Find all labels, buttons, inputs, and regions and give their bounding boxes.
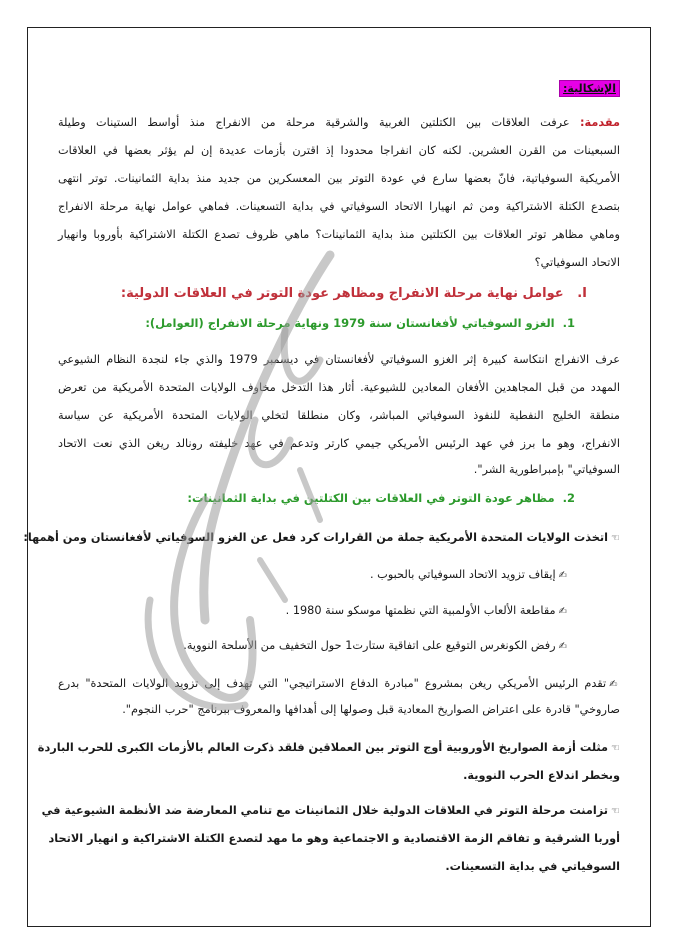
subheading-title: الغزو السوفياتي لأفغانستان سنة 1979 ونهاية مرحلة الانفراج (العوامل): xyxy=(145,316,555,330)
intro-line: الأمريكية السوفياتية، فانّ بعضها سارع في عودة التوتر بين المعسكرين من جديد منذ بداية الثمانينات. توتر انتهى xyxy=(58,172,620,185)
intro-line xyxy=(58,115,620,131)
pointing-hand-icon: ☜ xyxy=(611,533,620,544)
writing-hand-icon: ✍ xyxy=(558,606,567,617)
bullet-item xyxy=(37,740,620,757)
intro-line: السبعينات من القرن العشرين. لكنه كان انفراجا محدودا إذ اقترن بأزمات عديدة إن لم يؤثر بعضها في العلاقات xyxy=(58,144,620,157)
section-heading-1 xyxy=(121,286,587,301)
intro-text: عرفت العلاقات بين الكتلتين الغربية والشرقية مرحلة من الانفراج منذ أواسط الستينات وطيلة xyxy=(58,116,570,129)
bullet-item xyxy=(23,530,620,547)
subheading-number: 1. xyxy=(562,316,575,330)
bullet-item xyxy=(58,676,620,693)
page-title: الإشكالية: xyxy=(559,80,620,97)
writing-hand-icon: ✍ xyxy=(558,641,567,652)
para-line: السوفياتي" بإمبراطورية الشر". xyxy=(473,463,620,476)
bullet-text: اتخذت الولايات المتحدة الأمريكية جملة من القرارات كرد فعل عن الغزو السوفياتي لأفغانستان ومن أهمها: xyxy=(23,531,609,544)
writing-hand-icon: ✍ xyxy=(609,679,620,690)
pointing-hand-icon: ☜ xyxy=(611,743,620,754)
bullet-text: تزامنت مرحلة التوتر في العلاقات الدولية خلال الثمانينات مع تنامي المعارضة ضد الأنظمة الشيوعية في xyxy=(41,804,609,817)
pointing-hand-icon: ☜ xyxy=(611,806,620,817)
para-line: المهدد من قبل المجاهدين الأفغان المعادين للشيوعية. أثار هذا التدخل مخاوف الولايات المتحدة الأمريكية من تعرض xyxy=(58,381,620,394)
bullet-text: تقدم الرئيس الأمريكي ريغن بمشروع "مبادرة الدفاع الاستراتيجي" التي تهدف إلى تزويد الولايات المتحدة" بدرع xyxy=(58,677,607,690)
intro-line: وماهي مظاهر توتر العلاقات بين الكتلتين منذ بداية الثمانينات؟ ماهي ظروف تصدع الكتلة الاشتراكية بأوروبا وانهيار xyxy=(58,228,620,241)
bullet-line: أوربا الشرقية و تفاقم الزمة الاقتصادية و الاجتماعية وهو ما مهد لتصدع الكتلة الاشتراكية و انهيار الاتحاد xyxy=(48,832,620,845)
intro-line: الاتحاد السوفياتي؟ xyxy=(534,256,620,269)
bullet-line: وبخطر اندلاع الحرب النووية. xyxy=(463,769,620,782)
section-title: عوامل نهاية مرحلة الانفراج ومظاهر عودة التوتر في العلاقات الدولية: xyxy=(120,286,564,301)
para-line: عرف الانفراج انتكاسة كبيرة إثر الغزو السوفياتي لأفغانستان في ديسمبر 1979 والذي جاء لنجدة النظام الشيوعي xyxy=(58,353,620,366)
bullet-text: مقاطعة الألعاب الأولمبية التي نظمتها موسكو سنة 1980 . xyxy=(285,604,556,617)
bullet-item xyxy=(370,567,567,584)
writing-hand-icon: ✍ xyxy=(558,570,567,581)
subheading-number: 2. xyxy=(562,491,575,505)
para-line: منطقة الخليج النفطية للنفوذ السوفياتي المباشر، وكان منطلقا لتخلي الولايات المتحدة الأمريكية عن سياسة xyxy=(58,409,620,422)
subheading-1 xyxy=(145,316,575,330)
bullet-item xyxy=(183,638,567,655)
intro-line: بتصدع الكتلة الاشتراكية ومن ثم انهيارا الاتحاد السوفياتي في بداية التسعينات. فماهي عوامل نهاية مرحلة الانفراج xyxy=(58,200,620,213)
bullet-line: السوفياتي في بداية التسعينات. xyxy=(445,860,620,873)
intro-label: مقدمة: xyxy=(579,116,620,129)
subheading-2 xyxy=(187,491,575,505)
para-line: الانفراج، وهو ما برز في عهد الرئيس الأمريكي جيمي كارتر وتدعم في عهد خليفته رونالد ريغن الذي نعت الاتحاد xyxy=(58,437,620,450)
bullet-item xyxy=(286,603,567,620)
bullet-text: إيقاف تزويد الاتحاد السوفياتي بالحبوب . xyxy=(370,568,556,581)
bullet-text: رفض الكونغرس التوقيع على اتفاقية ستارت1 حول التخفيف من الأسلحة النووية. xyxy=(183,639,556,652)
section-number: I. xyxy=(577,286,587,301)
bullet-text: مثلت أزمة الصواريخ الأوروبية أوج التوتر بين العملاقين فلقد ذكرت العالم بالأزمات الكبرى للحرب الباردة xyxy=(37,741,609,754)
subheading-title: مظاهر عودة التوتر في العلاقات بين الكتلتين في بداية الثمانينات: xyxy=(187,491,555,505)
bullet-item xyxy=(41,803,620,820)
bullet-line: صاروخي" قادرة على اعتراض الصواريخ المعادية قبل وصولها إلى أهدافها والمعروف ببرنامج "حرب النجوم". xyxy=(122,703,620,716)
